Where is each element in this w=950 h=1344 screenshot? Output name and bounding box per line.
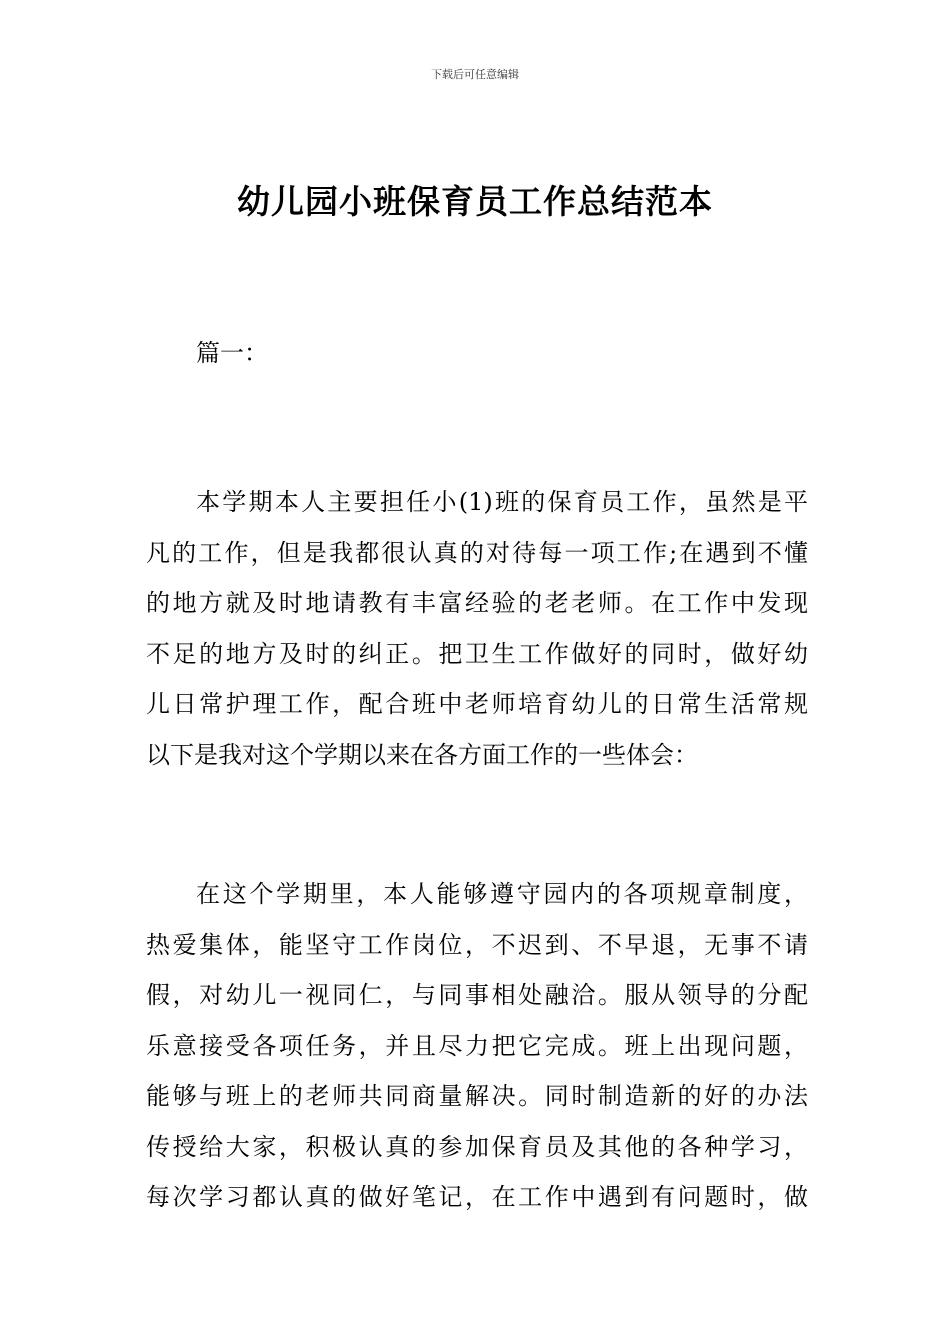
paragraph-line: 儿日常护理工作，配合班中老师培育幼儿的日常生活常规 [146, 690, 808, 718]
header-note: 下载后可任意编辑 [431, 68, 519, 81]
paragraph-line: 乐意接受各项任务，并且尽力把它完成。班上出现问题， [146, 1031, 808, 1060]
paragraph-line: 传授给大家，积极认真的参加保育员及其他的各种学习， [146, 1132, 808, 1161]
paragraph-1 [146, 477, 808, 780]
paragraph-line: 以下是我对这个学期以来在各方面工作的一些体会： [146, 740, 698, 769]
paragraph-line: 凡的工作，但是我都很认真的对待每一项工作;在遇到不懂 [146, 538, 808, 567]
paragraph-line: 在这个学期里，本人能够遵守园内的各项规章制度， [196, 880, 808, 908]
document-title: 幼儿园小班保育员工作总结范本 [237, 182, 713, 221]
paragraph-line: 每次学习都认真的做好笔记，在工作中遇到有问题时，做 [146, 1183, 808, 1211]
paragraph-line: 能够与班上的老师共同商量解决。同时制造新的好的办法 [146, 1082, 808, 1110]
paragraph-line: 不足的地方及时的纠正。把卫生工作做好的同时，做好幼 [146, 639, 808, 668]
paragraph-line: 假，对幼儿一视同仁，与同事相处融洽。服从领导的分配 [146, 981, 808, 1009]
section-label: 篇一： [196, 339, 268, 367]
paragraph-line: 本学期本人主要担任小(1)班的保育员工作，虽然是平 [196, 488, 808, 516]
paragraph-2 [146, 869, 808, 1223]
paragraph-line: 热爱集体，能坚守工作岗位，不迟到、不早退，无事不请 [146, 930, 808, 959]
paragraph-line: 的地方就及时地请教有丰富经验的老老师。在工作中发现 [146, 589, 808, 617]
